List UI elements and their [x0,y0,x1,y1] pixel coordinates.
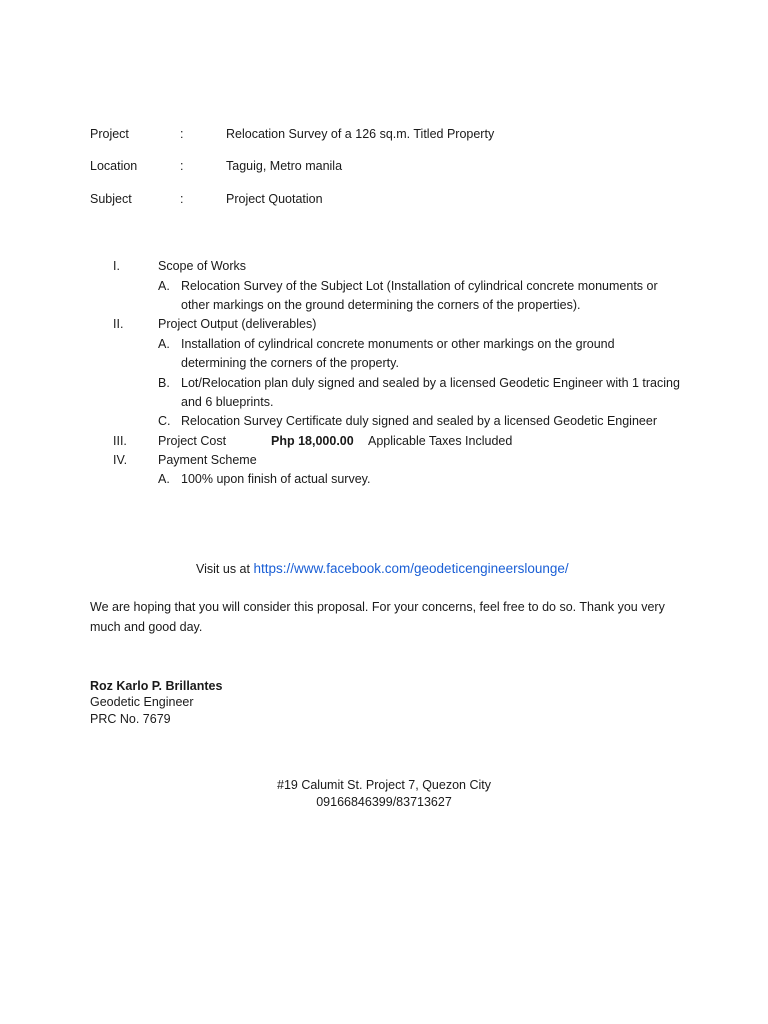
visit-line [196,561,569,576]
section-title-scope: Scope of Works [158,259,247,273]
location-label: Location [90,159,138,173]
project-colon: : [180,127,184,141]
location-colon: : [180,159,184,173]
section-numeral-output: II. [113,317,124,331]
footer-address: #19 Calumit St. Project 7, Quezon City [277,778,491,792]
scope-item-text: Relocation Survey of the Subject Lot (Installation of cylindrical concrete monuments or other markings on the ground determining the corners of the properties). [181,279,658,312]
scope-item-letter: A. [158,279,170,293]
output-item-c-text: Relocation Survey Certificate duly signed and sealed by a licensed Geodetic Engineer [181,414,657,428]
footer-phone: 09166846399/83713627 [316,795,452,809]
closing-paragraph: We are hoping that you will consider this proposal. For your concerns, feel free to do so. Thank you very much and good day. [90,600,665,634]
section-numeral-payment: IV. [113,453,128,467]
payment-item-letter: A. [158,472,170,486]
facebook-link[interactable]: https://www.facebook.com/geodeticengineerslounge/ [253,561,569,576]
project-cost-note: Applicable Taxes Included [368,434,513,448]
output-item-c-letter: C. [158,414,171,428]
section-title-cost: Project Cost [158,434,227,448]
output-item-b-text: Lot/Relocation plan duly signed and sealed by a licensed Geodetic Engineer with 1 tracing and 6 blueprints. [181,376,680,409]
signatory-prc: PRC No. 7679 [90,712,171,726]
output-item-a-letter: A. [158,337,170,351]
project-value: Relocation Survey of a 126 sq.m. Titled Property [226,127,495,141]
payment-item-text: 100% upon finish of actual survey. [181,472,371,486]
signatory-title: Geodetic Engineer [90,695,194,709]
location-value: Taguig, Metro manila [226,159,343,173]
output-item-b-letter: B. [158,376,170,390]
visit-prefix: Visit us at [196,562,250,576]
project-cost-amount: Php 18,000.00 [271,434,354,448]
section-title-output: Project Output (deliverables) [158,317,317,331]
signatory-name: Roz Karlo P. Brillantes [90,679,223,693]
output-item-a-text: Installation of cylindrical concrete monuments or other markings on the ground determining the corners of the property. [181,337,615,370]
project-label: Project [90,127,129,141]
subject-colon: : [180,192,184,206]
section-numeral-cost: III. [113,434,127,448]
subject-label: Subject [90,192,132,206]
subject-value: Project Quotation [226,192,323,206]
section-title-payment: Payment Scheme [158,453,257,467]
section-numeral-scope: I. [113,259,120,273]
